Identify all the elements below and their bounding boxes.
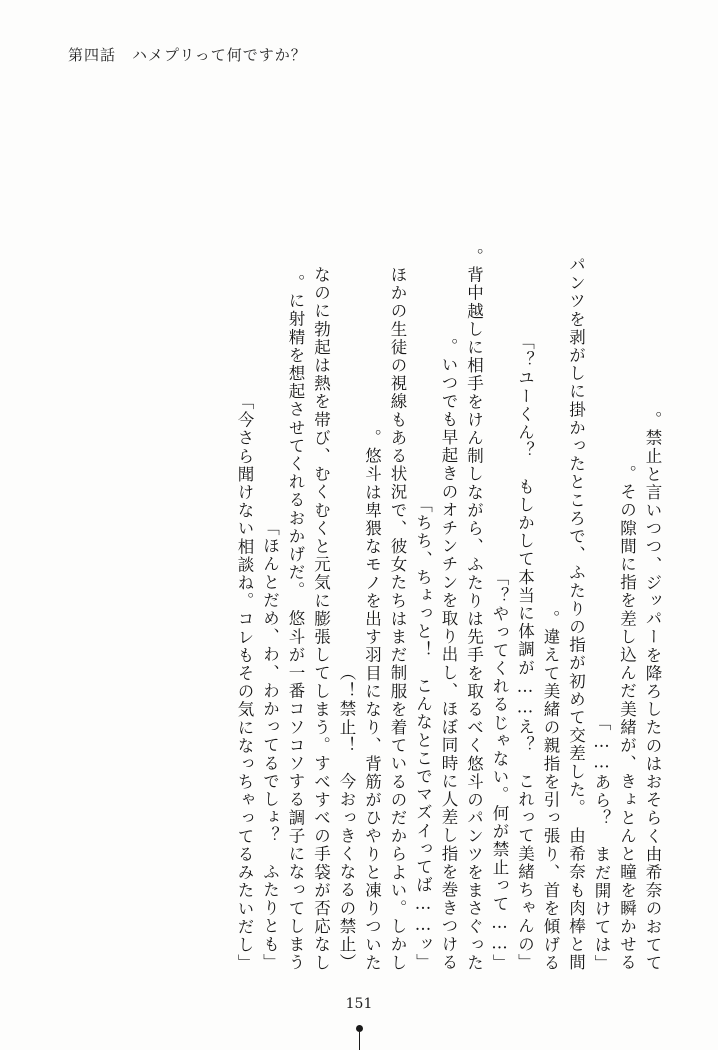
text-line: パンツを剥がしに掛かったところで、ふたりの指が初めて交差した。 由希奈も肉棒と間	[566, 256, 586, 972]
chapter-heading: 第四話 ハメプリって何ですか？	[68, 46, 307, 64]
text-line: 悠斗は卑猥なモノを出す羽目になり、背筋がひやりと凍りついた。	[362, 428, 382, 972]
page-number: 151	[345, 996, 373, 1012]
text-line: 禁止と言いつつ、ジッパーを降ろしたのはおそらく由希奈のおてて。	[643, 410, 662, 972]
text-line: 「ほんとだめ、わ、わかってるでしょ？ ふたりとも」	[260, 519, 280, 972]
text-line: 「……やってくれるじゃない。何が禁止って？」	[490, 568, 509, 972]
body-text	[60, 92, 660, 972]
text-line: 「ちち、ちょっと！ こんなとこでマズイってば……ッ」	[413, 496, 433, 972]
page-mark-dot-icon	[356, 1025, 363, 1032]
text-line: 違えて美緒の親指を引っ張り、首を傾げる。	[541, 609, 560, 972]
text-line: 背中越しに相手をけん制しながら、ふたりは先手を取るべく悠斗のパンツをまさぐった。	[464, 247, 484, 972]
text-line: （禁止！ 今おっきくなるの禁止！）	[337, 664, 356, 972]
text-line: に射精を想起させてくれるおかげだ。 悠斗が一番コソコソする調子になってしまう。	[286, 274, 305, 972]
text-line: ほかの生徒の視線もある状況で、彼女たちはまだ制服を着ているのだからよい。しかし	[388, 266, 407, 972]
text-line: 「今さら聞けない相談ね。コレもその気になっちゃってるみたいだし」	[235, 392, 254, 972]
text-line: いつでも早起きのオチンチンを取り出し、ほぼ同時に人差し指を巻きつける。	[439, 338, 458, 972]
text-line: なのに勃起は熱を帯び、むくむくと元気に膨張してしまう。すべすべの手袋が否応なし	[311, 266, 331, 972]
text-line: 「あら？ まだ開けては……」	[592, 713, 611, 972]
text-line: その隙間に指を差し込んだ美緒が、きょとんと瞳を瞬かせる。	[617, 465, 637, 972]
page-mark-tail-icon	[359, 1032, 360, 1050]
text-line: 「ユーくん？ もしかして本当に体調が……え？ これって美緒ちゃんの？」	[515, 333, 535, 972]
